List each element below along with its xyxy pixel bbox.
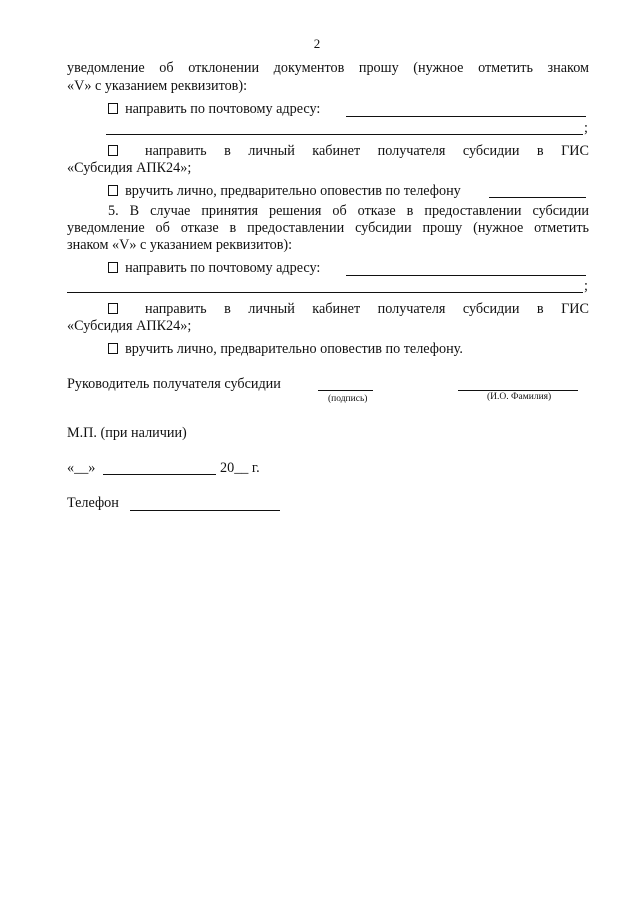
section5-post-label: направить по почтовому адресу: (125, 260, 321, 276)
section5-line1: 5. В случае принятия решения об отказе в предоставлении субсидии (108, 203, 589, 219)
signature-caption: (подпись) (328, 394, 368, 404)
section4-personal-label: вручить лично, предварительно оповестив по телефону (125, 183, 461, 199)
date-month-field[interactable] (103, 474, 216, 475)
section5-line3: знаком «V» с указанием реквизитов): (67, 237, 293, 253)
checkbox-personal-2[interactable] (108, 343, 118, 354)
checkbox-cabinet-wrap (108, 143, 118, 160)
section4-intro-line2: «V» с указанием реквизитов): (67, 78, 248, 94)
date-day: «__» (67, 460, 96, 476)
section4-cabinet-line1: направить в личный кабинет получателя субсидии в ГИС (145, 143, 589, 159)
name-field[interactable] (458, 390, 578, 391)
signature-label: Руководитель получателя субсидии (67, 376, 281, 392)
checkbox-post[interactable] (108, 103, 118, 114)
post-address-field[interactable] (346, 116, 586, 117)
post-address-field-line2[interactable] (106, 134, 583, 135)
section5-personal-label: вручить лично, предварительно оповестив по телефону. (125, 341, 463, 357)
checkbox-personal[interactable] (108, 185, 118, 196)
date-year: 20__ г. (220, 460, 260, 476)
section4-post-label: направить по почтовому адресу: (125, 101, 321, 117)
semicolon: ; (584, 120, 588, 136)
phone-label: Телефон (67, 495, 119, 511)
section5-line2: уведомление об отказе в предоставлении субсидии прошу (нужное отметить (67, 220, 589, 236)
section5-personal-option (108, 341, 463, 358)
name-caption: (И.О. Фамилия) (487, 392, 552, 402)
section4-intro-line1: уведомление об отклонении документов прошу (нужное отметить знаком (67, 60, 589, 76)
checkbox-cabinet[interactable] (108, 145, 118, 156)
checkbox-cabinet-2-wrap (108, 301, 118, 318)
section5-post-option (108, 260, 320, 277)
checkbox-cabinet-2[interactable] (108, 303, 118, 314)
phone-number-field[interactable] (130, 510, 280, 511)
section4-post-option (108, 101, 320, 118)
post-address-field-2[interactable] (346, 275, 586, 276)
phone-field[interactable] (489, 197, 586, 198)
post-address-field-2-line2[interactable] (67, 292, 583, 293)
semicolon-2: ; (584, 278, 588, 294)
page-number: 2 (313, 36, 321, 51)
stamp-label: М.П. (при наличии) (67, 425, 187, 441)
section4-cabinet-line2: «Субсидия АПК24»; (67, 160, 192, 176)
checkbox-post-2[interactable] (108, 262, 118, 273)
section4-personal-option (108, 183, 461, 200)
section5-cabinet-line1: направить в личный кабинет получателя субсидии в ГИС (145, 301, 589, 317)
signature-field[interactable] (318, 390, 373, 391)
section5-cabinet-line2: «Субсидия АПК24»; (67, 318, 192, 334)
